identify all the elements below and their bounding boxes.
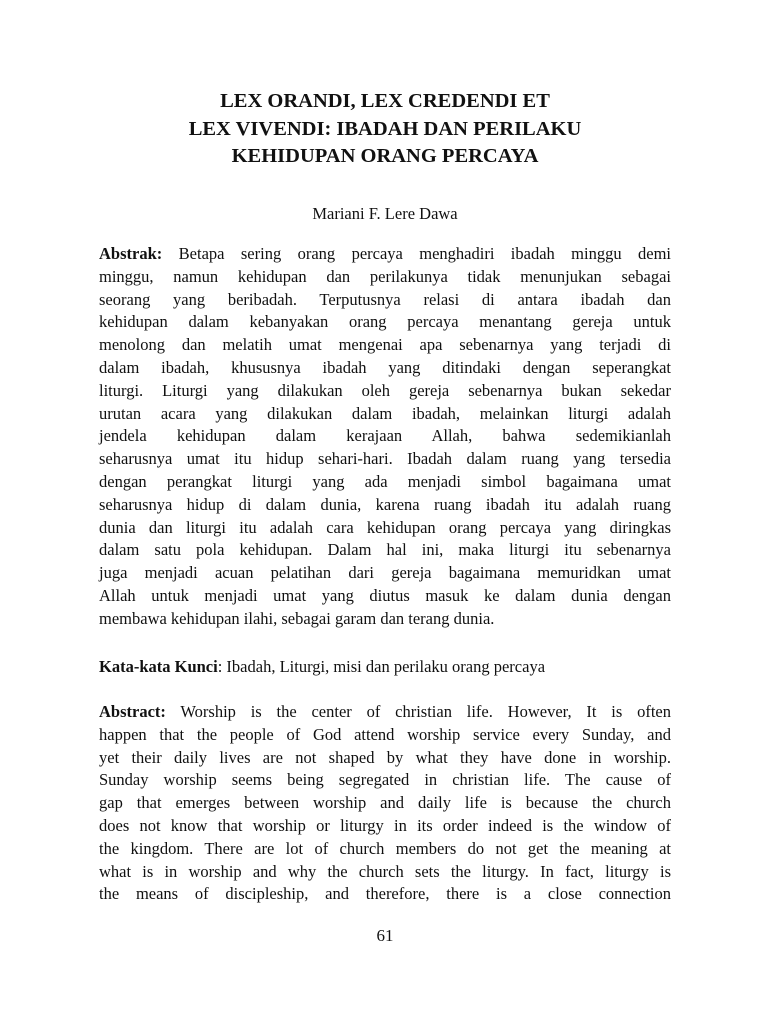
keywords-paragraph xyxy=(99,656,671,679)
abstract-line: yet their daily lives are not shaped by what they have done in worship. xyxy=(99,747,671,767)
abstrak-line: seorang yang beribadah. Terputusnya relasi di antara ibadah dan xyxy=(99,289,671,309)
abstrak-line: jendela kehidupan dalam kerajaan Allah, bahwa sedemikianlah xyxy=(99,426,671,446)
abstrak-line: membawa kehidupan ilahi, sebagai garam dan terang dunia. xyxy=(99,608,495,628)
author-name: Mariani F. Lere Dawa xyxy=(312,204,458,223)
abstrak-line: dengan perangkat liturgi yang ada menjadi simbol bagaimana umat xyxy=(99,471,671,491)
abstract-line: Abstract: Worship is the center of christian life. However, It is often xyxy=(99,702,671,721)
abstract-label: Abstract: xyxy=(99,702,166,721)
abstrak-line: juga menjadi acuan pelatihan dari gereja bagaimana memuridkan umat xyxy=(99,563,671,583)
title-line-1: LEX ORANDI, LEX CREDENDI ET xyxy=(220,90,550,112)
abstrak-line: kehidupan dalam kebanyakan orang percaya menantang gereja untuk xyxy=(99,312,671,332)
abstract-line: the kingdom. There are lot of church members do not get the meaning at xyxy=(99,838,671,858)
page-number: 61 xyxy=(376,926,394,945)
abstract-line: does not know that worship or liturgy in its order indeed is the window of xyxy=(99,815,671,835)
title-line-2: LEX VIVENDI: IBADAH DAN PERILAKU xyxy=(188,117,582,140)
abstrak-line: minggu, namun kehidupan dan perilakunya tidak menunjukan sebagai xyxy=(99,266,671,286)
abstrak-line: dalam ibadah, khususnya ibadah yang ditindaki dengan seperangkat xyxy=(99,357,671,377)
abstract-line: what is in worship and why the church sets the liturgy. In fact, liturgy is xyxy=(99,861,671,881)
abstrak-line: urutan acara yang dilakukan dalam ibadah, melainkan liturgi adalah xyxy=(99,403,671,423)
abstract-line: gap that emerges between worship and daily life is because the church xyxy=(99,793,671,813)
abstrak-paragraph xyxy=(99,243,671,631)
abstrak-line: seharusnya umat itu hidup sehari-hari. Ibadah dalam ruang yang tersedia xyxy=(99,449,671,469)
keywords-text: : Ibadah, Liturgi, misi dan perilaku orang percaya xyxy=(217,657,546,676)
abstract-paragraph xyxy=(99,701,671,906)
title-line-3: KEHIDUPAN ORANG PERCAYA xyxy=(231,145,539,167)
abstrak-line: liturgi. Liturgi yang dilakukan oleh gereja sebenarnya bukan sekedar xyxy=(99,380,671,400)
abstract-line: happen that the people of God attend worship service every Sunday, and xyxy=(99,724,671,744)
keywords-label: Kata-kata Kunci xyxy=(99,657,218,676)
abstract-line: Sunday worship seems being segregated in christian life. The cause of xyxy=(99,770,671,790)
keywords-line xyxy=(99,656,671,679)
abstrak-line: Abstrak: Betapa sering orang percaya menghadiri ibadah minggu demi xyxy=(99,244,671,263)
abstrak-line: menolong dan melatih umat mengenai apa sebenarnya yang terjadi di xyxy=(99,335,671,355)
article-title xyxy=(100,88,670,171)
abstrak-line: seharusnya hidup di dalam dunia, karena ruang ibadah itu adalah ruang xyxy=(99,494,671,514)
abstrak-line: Allah untuk menjadi umat yang diutus masuk ke dalam dunia dengan xyxy=(99,585,671,605)
abstract-line: the means of discipleship, and therefore, there is a close connection xyxy=(99,884,671,904)
abstrak-line: dalam satu pola kehidupan. Dalam hal ini, maka liturgi itu sebenarnya xyxy=(99,540,671,560)
abstrak-line: dunia dan liturgi itu adalah cara kehidupan orang percaya yang diringkas xyxy=(99,517,671,537)
abstrak-label: Abstrak: xyxy=(99,244,163,263)
